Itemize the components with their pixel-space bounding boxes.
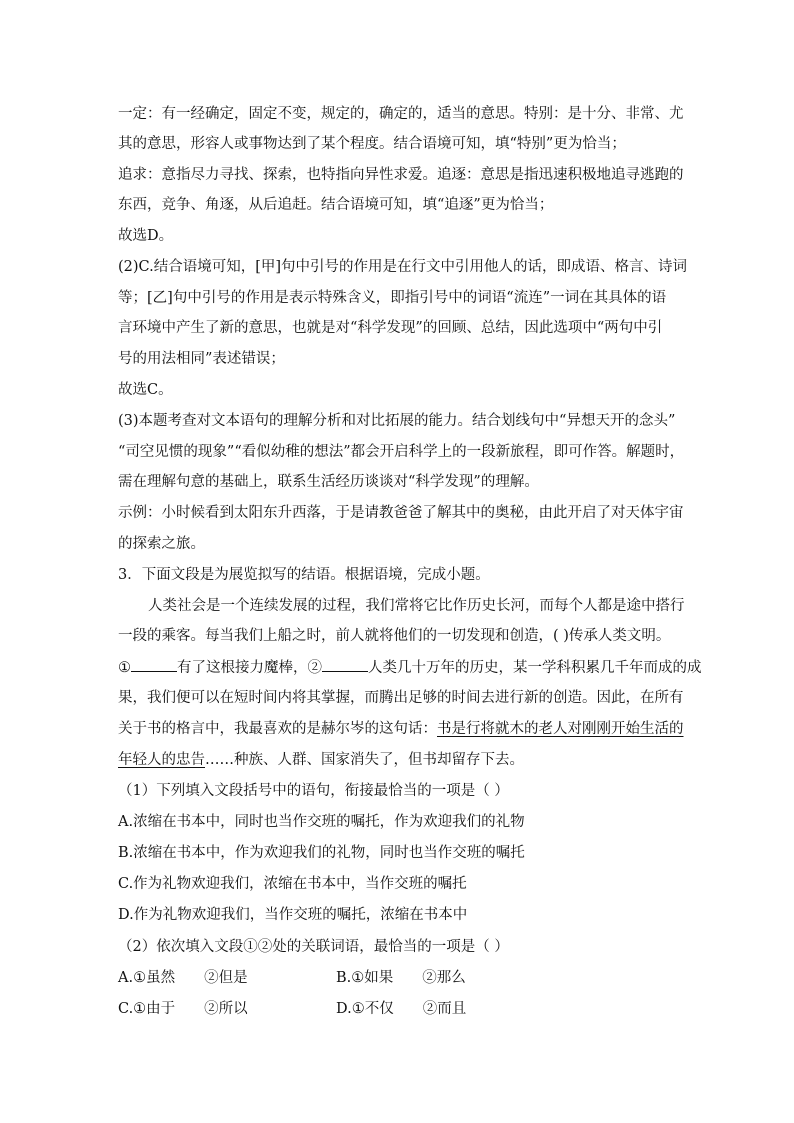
option-a: A.浓缩在书本中，同时也当作交班的嘱托，作为欢迎我们的礼物 — [118, 814, 525, 830]
passage-text: 人类几十万年的历史，某一学科积累几千年而成的成 — [368, 660, 702, 676]
option-c: C.作为礼物欢迎我们，浓缩在书本中，当作交班的嘱托 — [118, 876, 467, 892]
fill-blank — [322, 657, 368, 672]
underlined-quote: 年轻人的忠告 — [118, 752, 205, 768]
analysis-line: (3)本题考查对文本语句的理解分析和对比拓展的能力。结合划线句中“异想天开的念头” — [118, 413, 676, 429]
analysis-line: 其的意思，形容人或事物达到了某个程度。结合语境可知，填“特别”更为恰当； — [118, 136, 626, 152]
analysis-line: 言环境中产生了新的意思，也就是对“科学发现”的回顾、总结，因此选项中“两句中引 — [118, 320, 663, 336]
question-intro: 3．下面文段是为展览拟写的结语。根据语境，完成小题。 — [118, 567, 490, 583]
underlined-quote: 书是行将就木的老人对刚刚开始生活的 — [437, 721, 684, 737]
analysis-line: 一定：有一经确定，固定不变，规定的，确定的，适当的意思。特别：是十分、非常、尤 — [118, 106, 684, 122]
fill-blank — [131, 657, 177, 672]
analysis-line: 需在理解句意的基础上，联系生活经历谈谈对“科学发现”的理解。 — [118, 474, 539, 490]
option-d: D.①不仅 ②而且 — [336, 1001, 467, 1017]
passage-line — [118, 750, 524, 770]
passage-text: ……种族、人群、国家消失了，但书却留存下去。 — [205, 752, 524, 768]
passage-text: 有了这根接力魔棒，② — [177, 660, 322, 676]
example-line: 的探索之旅。 — [118, 536, 205, 552]
option-a: A.①虽然 ②但是 — [118, 970, 248, 986]
passage-line — [118, 657, 702, 678]
analysis-line: 等；[乙]句中引号的作用是表示特殊含义，即指引号中的词语“流连”一词在其具体的语 — [118, 290, 667, 306]
analysis-line: 追求：意指尽力寻找、探索，也特指向异性求爱。追逐：意思是指迅速积极地追寻逃跑的 — [118, 167, 684, 183]
passage-line: 果，我们便可以在短时间内将其掌握，而腾出足够的时间去进行新的创造。因此，在所有 — [118, 690, 684, 706]
passage-line — [118, 719, 684, 739]
option-b: B.①如果 ②那么 — [336, 970, 466, 986]
passage-line: 人类社会是一个连续发展的过程，我们常将它比作历史长河，而每个人都是途中搭行 — [148, 598, 685, 614]
option-d: D.作为礼物欢迎我们，当作交班的嘱托，浓缩在书本中 — [118, 907, 468, 923]
option-c: C.①由于 ②所以 — [118, 1001, 248, 1017]
answer-line: 故选C。 — [118, 382, 173, 398]
analysis-line: (2)C.结合语境可知，[甲]句中引号的作用是在行文中引用他人的话，即成语、格言、诗词 — [118, 259, 688, 275]
analysis-line: 东西，竞争、角逐，从后追赶。结合语境可知，填“追逐”更为恰当； — [118, 197, 554, 213]
analysis-line: 号的用法相同”表述错误； — [118, 351, 285, 367]
subquestion-2: （2）依次填入文段①②处的关联词语，最恰当的一项是（ ） — [118, 939, 509, 955]
blank-marker: ① — [118, 660, 131, 676]
option-b: B.浓缩在书本中，作为欢迎我们的礼物，同时也当作交班的嘱托 — [118, 845, 525, 861]
example-line: 示例：小时候看到太阳东升西落，于是请教爸爸了解其中的奥秘，由此开启了对天体宇宙 — [118, 505, 684, 521]
analysis-line: “司空见惯的现象”“看似幼稚的想法”都会开启科学上的一段新旅程，即可作答。解题时， — [118, 444, 685, 460]
subquestion-1: （1）下列填入文段括号中的语句，衔接最恰当的一项是（ ） — [118, 783, 509, 799]
answer-line: 故选D。 — [118, 228, 174, 244]
passage-line: 一段的乘客。每当我们上船之时，前人就将他们的一切发现和创造，( )传承人类文明。 — [118, 628, 671, 644]
passage-text: 关于书的格言中，我最喜欢的是赫尔岑的这句话： — [118, 721, 437, 737]
